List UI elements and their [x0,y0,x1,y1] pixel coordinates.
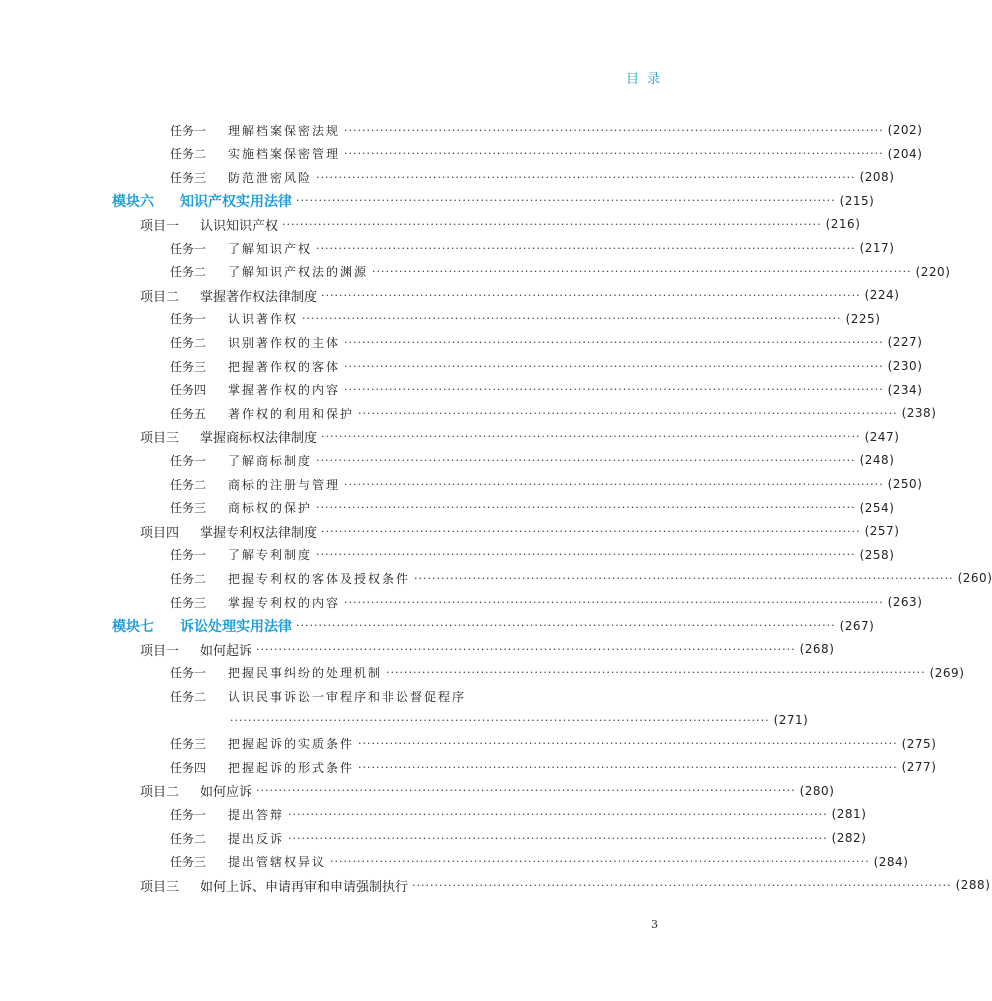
toc-entry-page: (247) [864,429,900,444]
toc-entry-title: 提出管辖权异议 [228,855,327,870]
toc-entry-task[interactable] [170,566,992,590]
toc-entry-page: (277) [901,760,937,775]
toc-entry-number: 任务三 [170,501,207,516]
toc-entry-page: (271) [773,713,809,727]
toc-entry-page: (230) [887,359,923,373]
toc-entry-title: 掌握著作权法律制度 [200,289,318,305]
dot-leader: ························································································································ [344,383,884,397]
toc-entry-label [140,286,317,305]
toc-entry-page: (234) [887,382,923,397]
dot-leader: ························································································································ [344,123,884,137]
dot-leader: ························································································································ [344,477,884,491]
toc-entry-number: 任务一 [170,453,207,468]
toc-entry-number: 任务二 [170,147,207,162]
dot-leader: ························································································································ [316,241,856,255]
toc-entry-title: 如何应诉 [200,785,253,801]
toc-entry-label [170,310,298,327]
toc-entry-number: 任务一 [170,123,207,138]
toc-entry-number: 项目二 [140,785,180,801]
toc-entry-page: (238) [901,406,937,421]
toc-entry-task[interactable] [170,684,534,708]
dot-leader: ························································································································ [386,666,926,680]
toc-entry-title: 把握起诉的实质条件 [228,737,355,752]
dot-leader: ························································································································ [358,406,898,420]
toc-entry-number: 任务三 [170,737,207,752]
toc-entry-page: (267) [839,618,875,633]
toc-entry-task[interactable] [170,732,937,756]
toc-entry-page: (258) [859,547,895,562]
toc-entry-page: (216) [825,217,861,232]
toc-entry-task[interactable] [170,590,923,614]
dot-leader: ························································································································ [344,359,884,373]
toc-entry-task[interactable] [170,378,923,402]
toc-entry-label [170,853,326,870]
toc-entry-title: 著作权的利用和保护 [228,406,355,421]
toc-entry-page: (263) [887,595,923,609]
toc-entry-page: (268) [799,642,835,657]
toc-entry-task[interactable] [170,354,923,378]
toc-entry-number: 任务二 [170,689,207,704]
page-number: 3 [651,918,658,931]
toc-entry-task[interactable] [170,850,909,874]
toc-entry-project[interactable] [140,779,835,803]
dot-leader: ························································································································ [282,217,822,231]
toc-entry-title: 掌握专利权法律制度 [200,525,318,541]
toc-entry-continuation [230,708,809,732]
toc-entry-page: (250) [887,477,923,491]
toc-entry-label [170,358,340,375]
toc-entry-title: 了解知识产权法的渊源 [228,265,369,280]
toc-entry-label [170,570,410,587]
toc-entry-label [170,806,284,823]
toc-entry-module[interactable] [112,189,875,213]
toc-entry-title: 知识产权实用法律 [180,193,292,210]
toc-entry-page: (217) [859,241,895,255]
toc-entry-number: 任务一 [170,312,207,327]
toc-entry-task[interactable] [170,802,867,826]
toc-entry-title: 提出答辩 [228,807,285,822]
toc-entry-number: 项目三 [140,431,180,447]
toc-entry-label [170,122,340,139]
toc-entry-task[interactable] [170,330,923,354]
toc-entry-page: (284) [873,854,909,869]
dot-leader: ························································································································ [230,713,770,727]
toc-entry-title: 认识民事诉讼一审程序和非讼督促程序 [228,689,467,704]
toc-entry-task[interactable] [170,307,881,331]
dot-leader: ························································································································ [302,312,842,326]
toc-entry-task[interactable] [170,165,895,189]
toc-entry-project[interactable] [140,637,835,661]
dot-leader: ························································································································ [358,760,898,774]
toc-entry-label [170,381,340,398]
toc-entry-number: 任务三 [170,170,207,185]
toc-entry-title: 把握民事纠纷的处理机制 [228,666,383,681]
toc-entry-title: 认识著作权 [228,312,299,327]
toc-entry-number: 任务三 [170,595,207,610]
dot-leader: ························································································································ [296,619,836,633]
toc-entry-task[interactable] [170,755,937,779]
toc-entry-number: 项目一 [140,218,180,234]
toc-entry-title: 商标的注册与管理 [228,477,341,492]
toc-entry-page: (288) [955,878,991,893]
toc-entry-label [112,191,292,211]
toc-entry-task[interactable] [170,661,965,685]
toc-entry-label [170,830,284,847]
dot-leader: ························································································································ [316,548,856,562]
toc-entry-title: 防范泄密风险 [228,170,313,185]
toc-entry-task[interactable] [170,472,923,496]
toc-entry-title: 诉讼处理实用法律 [180,618,292,635]
toc-entry-page: (257) [864,524,900,539]
toc-entry-number: 任务二 [170,831,207,846]
toc-entry-task[interactable] [170,260,951,284]
toc-entry-page: (254) [859,500,895,515]
toc-entry-number: 模块六 [112,193,154,210]
toc-entry-title: 把握起诉的形式条件 [228,760,355,775]
toc-entry-number: 项目一 [140,643,180,659]
toc-entry-number: 任务二 [170,335,207,350]
toc-entry-label [140,522,317,541]
dot-leader: ························································································································ [288,831,828,845]
toc-entry-title: 把握著作权的客体 [228,359,341,374]
toc-entry-number: 任务五 [170,406,207,421]
toc-entry-label [170,263,368,280]
toc-entry-number: 任务三 [170,855,207,870]
toc-entry-title: 把握专利权的客体及授权条件 [228,571,411,586]
toc-entry-page: (208) [859,170,895,185]
toc-entry-number: 任务二 [170,265,207,280]
toc-entry-page: (202) [887,123,923,137]
toc-entry-page: (220) [915,264,951,279]
toc-entry-task[interactable] [170,401,937,425]
toc-entry-number: 任务三 [170,359,207,374]
running-header: 目录 [626,72,669,87]
toc-entry-title: 掌握商标权法律制度 [200,431,318,447]
toc-entry-label [140,876,408,895]
toc-entry-label [140,427,317,446]
toc-entry-title: 如何起诉 [200,643,253,659]
toc-entry-label [170,735,354,752]
dot-leader: ························································································································ [344,147,884,161]
toc-entry-label [170,688,466,705]
toc-entry-task[interactable] [170,496,895,520]
toc-entry-page: (227) [887,335,923,350]
toc-entry-label [170,664,382,681]
toc-entry-page: (260) [957,571,992,586]
toc-entry-task[interactable] [170,142,923,166]
toc-entry-page: (248) [859,453,895,468]
toc-entry-label [170,759,354,776]
dot-leader: ························································································································ [288,807,828,821]
dot-leader: ························································································································ [372,265,912,279]
toc-entry-label [170,240,312,257]
toc-entry-label [112,616,292,636]
dot-leader: ························································································································ [316,453,856,467]
toc-entry-title: 理解档案保密法规 [228,123,341,138]
toc-entry-task[interactable] [170,118,923,142]
toc-entry-label [170,169,312,186]
toc-entry-title: 提出反诉 [228,831,285,846]
dot-leader: ························································································································ [414,571,954,585]
toc-entry-page: (280) [799,783,835,798]
toc-entry-label [170,334,340,351]
toc-entry-label [140,781,252,800]
toc-entry-number: 项目四 [140,525,180,541]
toc-entry-label [140,215,278,234]
dot-leader: ························································································································ [296,194,836,208]
dot-leader: ························································································································ [344,595,884,609]
toc-entry-label [170,594,340,611]
toc-entry-number: 任务一 [170,241,207,256]
toc-entry-page: (269) [929,665,965,680]
toc-entry-title: 掌握专利权的内容 [228,595,341,610]
toc-entry-project[interactable] [140,425,900,449]
toc-entry-project[interactable] [140,519,900,543]
toc-entry-project[interactable] [140,212,861,236]
toc-entry-number: 任务一 [170,548,207,563]
toc-entry-label [170,476,340,493]
dot-leader: ························································································································ [321,430,861,444]
toc-entry-page: (204) [887,146,923,161]
toc-entry-title: 实施档案保密管理 [228,147,341,162]
toc-entry-title: 了解知识产权 [228,241,313,256]
toc-entry-module[interactable] [112,614,875,638]
toc-entry-number: 任务四 [170,760,207,775]
toc-entry-label [170,546,312,563]
toc-entry-title: 商标权的保护 [228,501,313,516]
toc-entry-label [170,405,354,422]
dot-leader: ························································································································ [412,878,952,892]
toc-entry-number: 项目二 [140,289,180,305]
toc-entry-number: 任务一 [170,807,207,822]
toc-entry-number: 模块七 [112,618,154,635]
dot-leader: ························································································································ [256,642,796,656]
dot-leader: ························································································································ [330,855,870,869]
toc-entry-project[interactable] [140,873,991,897]
toc-entry-number: 任务四 [170,383,207,398]
toc-entry-task[interactable] [170,826,867,850]
toc-entry-page: (224) [864,288,900,303]
dot-leader: ························································································································ [316,501,856,515]
toc-entry-task[interactable] [170,448,895,472]
toc-entry-page: (225) [845,311,881,326]
toc-entry-task[interactable] [170,543,895,567]
dot-leader: ························································································································ [316,170,856,184]
toc-entry-page: (281) [831,807,867,822]
toc-entry-title: 了解专利制度 [228,548,313,563]
toc-entry-page: (275) [901,736,937,751]
toc-entry-label [170,452,312,469]
toc-entry-page: (282) [831,831,867,845]
toc-entry-page: (215) [839,193,875,208]
toc-entry-title: 如何上诉、申请再审和申请强制执行 [200,879,409,895]
toc-entry-title: 认识知识产权 [200,218,279,234]
toc-entry-task[interactable] [170,236,895,260]
dot-leader: ························································································································ [321,288,861,302]
toc-entry-number: 任务一 [170,666,207,681]
toc-entry-label [170,499,312,516]
toc-entry-number: 任务二 [170,571,207,586]
dot-leader: ························································································································ [358,737,898,751]
dot-leader: ························································································································ [344,335,884,349]
dot-leader: ························································································································ [321,524,861,538]
toc-entry-number: 任务二 [170,477,207,492]
toc-entry-title: 识别著作权的主体 [228,335,341,350]
toc-entry-title: 了解商标制度 [228,453,313,468]
dot-leader: ························································································································ [256,784,796,798]
toc-entry-label [140,640,252,659]
toc-entry-number: 项目三 [140,879,180,895]
toc-entry-project[interactable] [140,283,900,307]
toc-entry-title: 掌握著作权的内容 [228,383,341,398]
toc-entry-label [170,145,340,162]
